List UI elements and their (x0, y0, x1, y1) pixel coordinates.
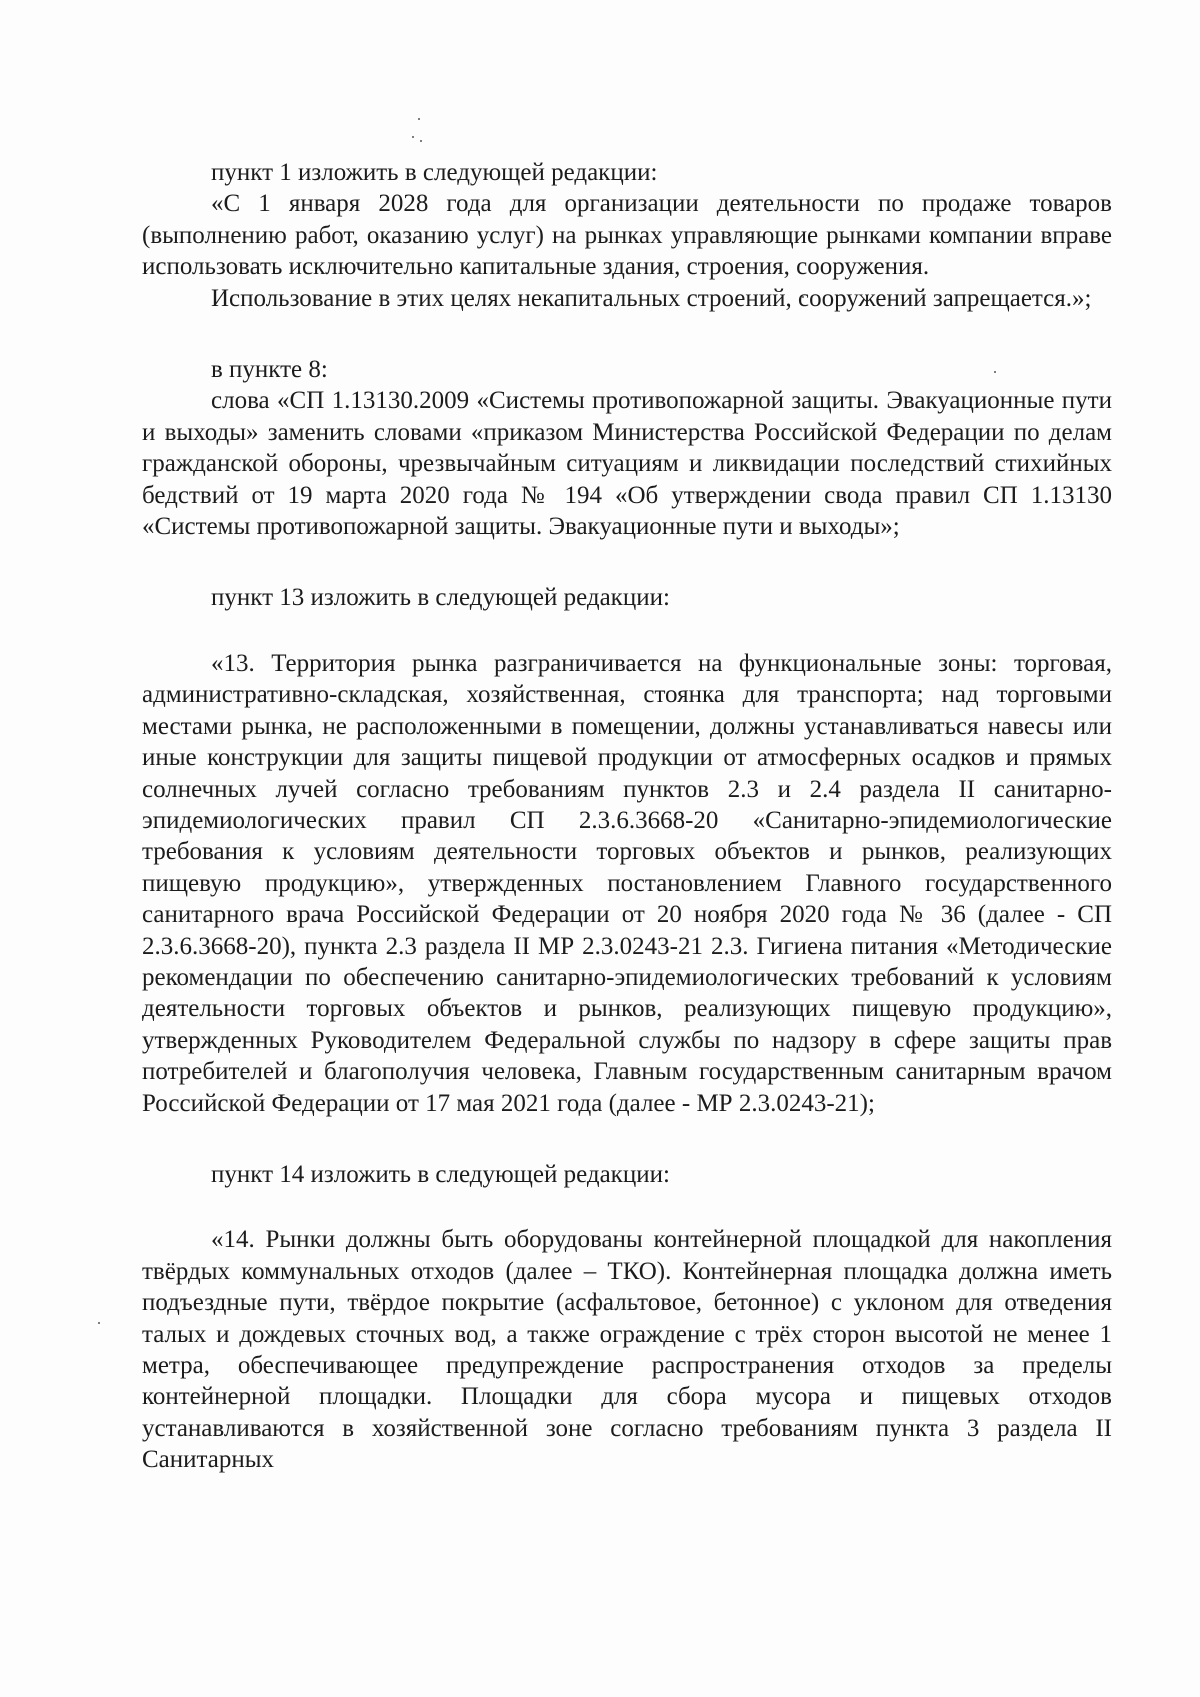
paragraph-item-1-intro: пункт 1 изложить в следующей редакции: (211, 159, 658, 186)
paragraph-item-8-intro: в пункте 8: (211, 356, 328, 384)
paragraph-item-8-text: слова «СП 1.13130.2009 «Системы противопожарной защиты. Эвакуационные пути и выходы» заменить словами «приказом Министерства Российской Федерации по делам гражданской обороны, чрезвычайным ситуациям и ликвидации последствий стихийных бедствий от 19 марта 2020 года № 194 «Об утверждении свода правил СП 1.13130 «Системы противопожарной защиты. Эвакуационные пути и выходы»; (142, 387, 1112, 541)
paragraph-item-13-intro: пункт 13 изложить в следующей редакции: (211, 584, 670, 612)
paragraph-item-14-intro: пункт 14 изложить в следующей редакции: (211, 1160, 670, 1188)
paragraph-item-13-text: «13. Территория рынка разграничивается на функциональные зоны: торговая, административно-складская, хозяйственная, стоянка для транспорта; над торговыми местами рынка, не расположенными в помещении, должны устанавливаться навесы или иные конструкции для защиты пищевой продукции от атмосферных осадков и прямых солнечных лучей согласно требованиям пунктов 2.3 и 2.4 раздела II санитарно-эпидемиологических правил СП 2.3.6.3668-20 «Санитарно-эпидемиологические требования к условиям деятельности торговых объектов и рынков, реализующих пищевую продукцию», утвержденных постановлением Главного государственного санитарного врача Российской Федерации от 20 ноября 2020 года № 36 (далее - СП 2.3.6.3668-20), пункта 2.3 раздела II МР 2.3.0243-21 2.3. Гигиена питания «Методические рекомендации по обеспечению санитарно-эпидемиологических требований к условиям деятельности торговых объектов и рынков, реализующих пищевую продукцию», утвержденных Руководителем Федеральной службы по надзору в сфере защиты прав потребителей и благополучия человека, Главным государственным санитарным врачом Российской Федерации от 17 мая 2021 года (далее - МР 2.3.0243-21); (142, 649, 1112, 1117)
paragraph-item-1-text: «С 1 января 2028 года для организации деятельности по продаже товаров (выполнению работ, оказанию услуг) на рынках управляющие рынками компании вправе использовать исключительно капитальные здания, строения, сооружения. (142, 190, 1112, 281)
paragraph-item-1-prohibition: Использование в этих целях некапитальных строений, сооружений запрещается.»; (211, 284, 1092, 312)
document-body (142, 157, 1112, 1476)
scan-speck (418, 118, 420, 120)
scan-speck (420, 140, 422, 142)
scan-speck (98, 1322, 100, 1324)
paragraph-item-14-text: «14. Рынки должны быть оборудованы контейнерной площадкой для накопления твёрдых коммунальных отходов (далее – ТКО). Контейнерная площадка должна иметь подъездные пути, твёрдое покрытие (асфальтовое, бетонное) с уклоном для отведения талых и дождевых сточных вод, а также ограждение с трёх сторон высотой не менее 1 метра, обеспечивающее предупреждение распространения отходов за пределы контейнерной площадки. Площадки для сбора мусора и пищевых отходов устанавливаются в хозяйственной зоне согласно требованиям пункта 3 раздела II Санитарных (142, 1226, 1112, 1474)
scan-speck (412, 136, 414, 138)
